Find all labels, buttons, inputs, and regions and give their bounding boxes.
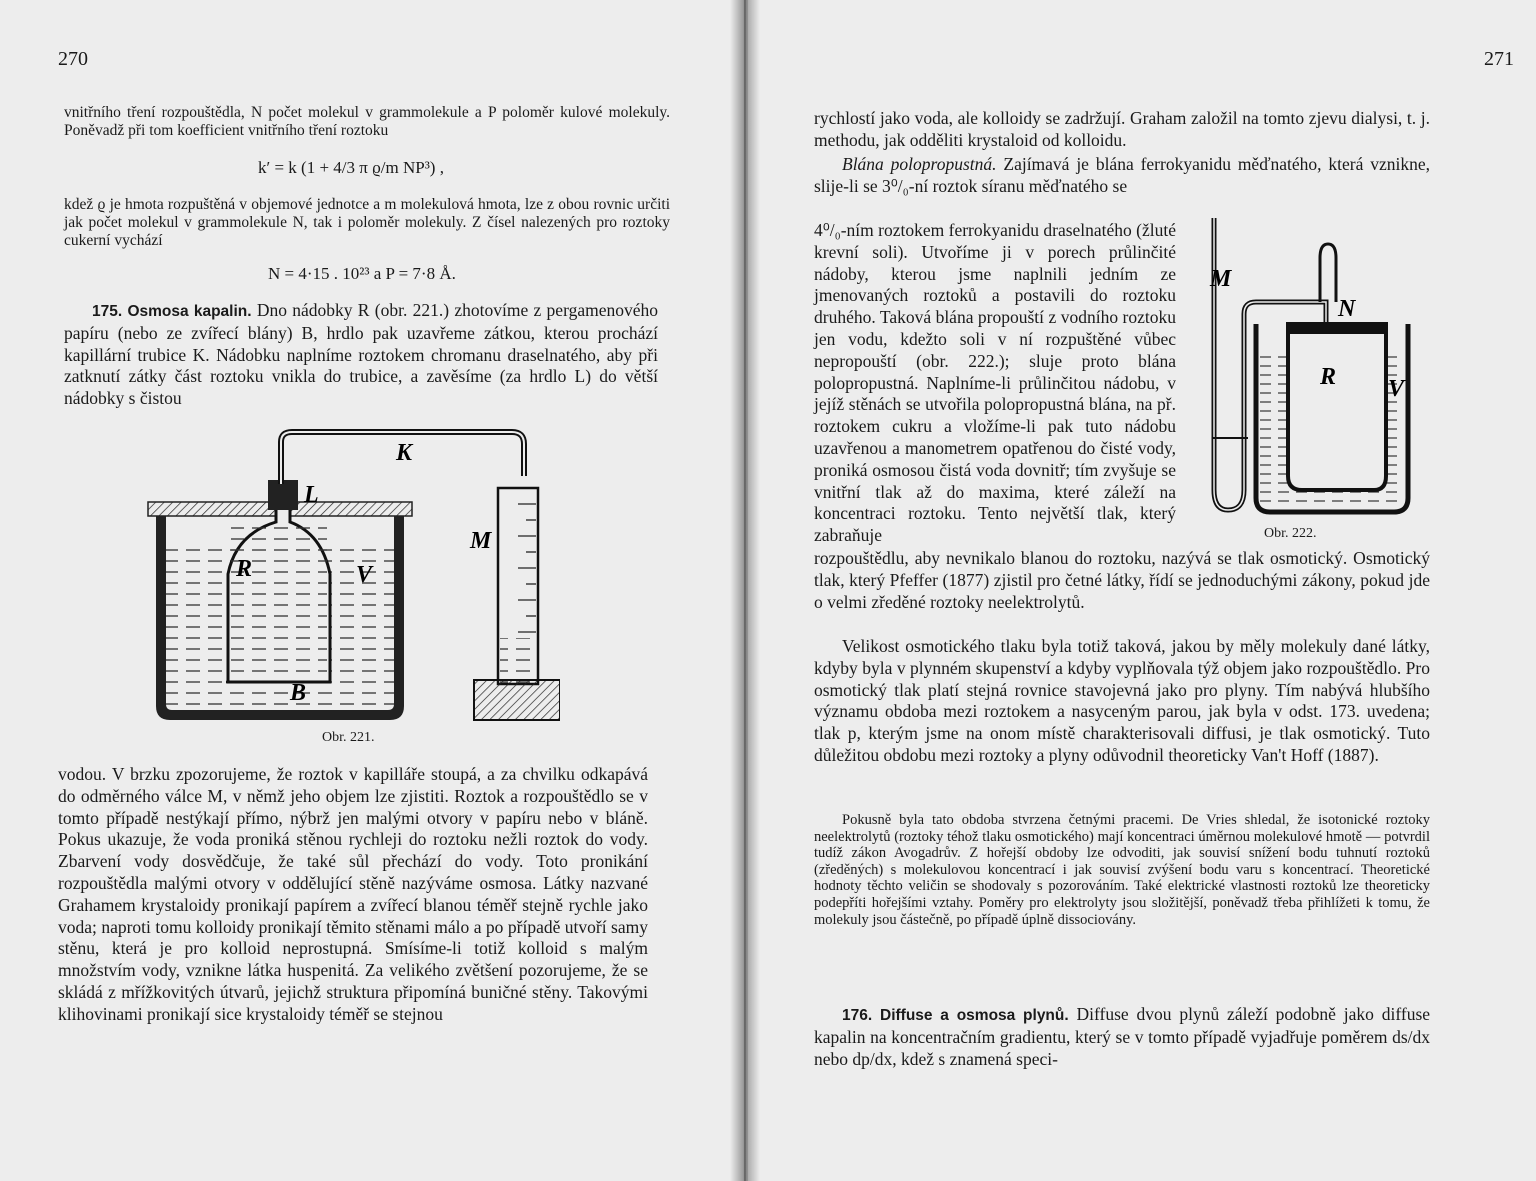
small-paragraph-text: Pokusně byla tato obdoba stvrzena četnými pracemi. De Vries shledal, že isotonické roztoky neelektrolytů (roztoky téhož tlaku osmotického) mají koncentraci úměrnou molekulové hmotě — potvrdil tudíž zákon Avogadrův. Z hořejší obdoby lze odvoditi, jak souvisí snížení bodu tuhnutí roztoků (zředěných) s molekulovou koncentrací i jak souvisí zvýšení bodu varu s koncentrací. Theoretické hodnoty těchto veličin se shodovaly s pozorováním. Také elektrické vlastnosti roztoků lze theoreticky podepříti hořejšími vztahy. Poměry pro elektrolyty jsou složitější, poněvadž třeba přihlížeti k tomu, že molekuly jsou částečně, po případě úplně dissociovány. bbox=[814, 812, 1430, 928]
label-R: R bbox=[1320, 364, 1337, 390]
formula-result: N = 4·15 . 10²³ a P = 7·8 Å. bbox=[268, 264, 456, 283]
cylinder-liquid bbox=[500, 638, 536, 684]
section-175 bbox=[64, 300, 658, 410]
section-title: Diffuse a osmosa plynů. bbox=[880, 1007, 1069, 1024]
label-R: R bbox=[236, 556, 253, 582]
section-title: Osmosa kapalin. bbox=[127, 303, 252, 320]
membrane-text-narrow: 4⁰/₀-ním roztokem ferrokyanidu draselnatého (žluté krevní soli). Utvoříme ji v porech průlinčité nádoby, kterou jsme naplnili jedním ze jmenovaných roztoků a postavili do roztoku druhého. Taková blána propouští z vodního roztoku jen vodu, kdežto soli v ní rozpuštěné vůbec nepropouští (obr. 222.); sluje proto blána polopropustná. Naplníme-li průlinčitou nádobu, v jejíž stěnách se utvořila polopropustná blána, na př. roztokem cukru a vložíme-li pak tuto nádobu uzavřenou a manometrem opatřenou do čisté vody, proniká osmosou čistá voda dovnitř; tím zvyšuje se vnitřní tlak až do maxima, které záleží na koncentraci roztoku. Tento největší tlak, který zabraňuje bbox=[814, 220, 1177, 546]
section-text: Diffuse dvou plynů záleží podobně jako diffuse kapalin na koncentračním gradientu, který se v tomto případě vyjadřuje poměrem ds/dx nebo dp/dx, kdež s znamená speci- bbox=[814, 1004, 1431, 1069]
label-B: B bbox=[290, 680, 307, 706]
top-text: rychlostí jako voda, ale kolloidy se zadržují. Graham založil na tomto zjevu dialysi, t. j. methodu, jak odděliti krystaloid od kolloidu. bbox=[814, 108, 1430, 150]
label-N: N bbox=[1338, 296, 1356, 322]
membrane-text-rest: rozpouštědlu, aby nevnikalo blanou do roztoku, nazývá se tlak osmotický. Osmotický tlak, který Pfeffer (1877) zjistil pro četné látky, řídí se jednoduchými zákony, pokud jde o velmi zředěné roztoky neelektrolytů. bbox=[814, 548, 1430, 612]
stopper bbox=[268, 480, 298, 510]
funnel-N bbox=[1320, 244, 1336, 302]
section-number: 176. bbox=[842, 1007, 873, 1024]
label-V: V bbox=[356, 562, 373, 588]
after-formula-paragraph bbox=[64, 196, 670, 250]
inner-water bbox=[231, 526, 327, 680]
membrane-paragraph-rest bbox=[814, 548, 1430, 613]
label-M: M bbox=[1210, 266, 1232, 292]
section-176 bbox=[814, 1004, 1430, 1070]
figure-221-caption: Obr. 221. bbox=[322, 730, 375, 745]
figure-222-caption: Obr. 222. bbox=[1264, 526, 1317, 541]
book-gutter bbox=[730, 0, 760, 1181]
page-number: 271 bbox=[1484, 48, 1514, 70]
left-page bbox=[0, 0, 744, 1181]
membrane-text-wide: Zajímavá je blána ferrokyanidu měďnatého, která vznikne, slije-li se 3⁰/₀-ní roztok síranu měďnatého se bbox=[814, 154, 1431, 196]
figure-222 bbox=[1204, 218, 1420, 524]
continued-paragraph bbox=[58, 764, 648, 1026]
intro-text: vnitřního tření rozpouštědla, N počet molekul v grammolekule a P poloměr kulové molekuly. Poněvadž při tom koefficient vnitřního tření roztoku bbox=[64, 104, 670, 139]
membrane-paragraph-narrow bbox=[814, 220, 1176, 547]
porous-vessel-lid bbox=[1286, 322, 1388, 334]
paragraph-2 bbox=[814, 636, 1430, 767]
formula-viscosity: k′ = k (1 + 4/3 π ϱ/m NP³) , bbox=[258, 158, 444, 177]
right-page bbox=[748, 0, 1536, 1181]
paragraph-2-text: Velikost osmotického tlaku byla totiž taková, jakou by měly molekuly dané látky, kdyby byla v plynném skupenství a kdyby vyplňovala týž objem jako rozpouštědlo. Pro osmotický tlak platí stejná rovnice stavojevná jako pro plyny. Tím nabývá hlubšího významu obdoba mezi roztokem a nasyceným parou, jak byla v odst. 173. uvedena; tlak p, kterým jsme na onom místě charakterisovali diffusi, je tlak osmotický. Tuto důležitou obdobu mezi roztoky a plyny odůvodnil theoreticky Van't Hoff (1887). bbox=[814, 636, 1430, 765]
membrane-paragraph-wide bbox=[814, 154, 1430, 198]
page-number: 270 bbox=[58, 48, 88, 70]
membrane-title: Blána polopropustná. bbox=[842, 154, 997, 174]
top-paragraph bbox=[814, 108, 1430, 152]
label-L: L bbox=[304, 482, 319, 508]
label-M: M bbox=[470, 528, 492, 554]
continued-text: vodou. V brzku zpozorujeme, že roztok v kapilláře stoupá, a za chvilku odkapává do odměrného válce M, v němž jeho objem lze zjistiti. Roztok a rozpouštědlo se v tomto případě nestýkají přímo, nýbrž jen malými otvory v papíru nebo v bláně. Pokus ukazuje, že voda proniká stěnou rychleji do roztoku nežli roztok do vody. Zbarvení vody dosvědčuje, že také sůl přechází do vody. Toto pronikání rozpouštědla malými otvory v oddělující stěně nazýváme osmosa. Látky nazvané Grahamem krystaloidy pronikají papírem a zvířecí blanou téměř stejně rychle jako voda; naproti tomu kolloidy pronikají těmito stěnami málo a po případě utvoří samy stěnu, která je pro kolloid neprostupná. Smísíme-li totiž kolloid s malým množstvím vody, vznikne látka huspenitá. Za velikého zvětšení pozorujeme, že se skládá z mřížkovitých útvarů, jejichž struktura připomíná buničné stěny. Takovými klihovinami pronikají sice krystaloidy téměř se stejnou bbox=[58, 764, 648, 1024]
figure-221 bbox=[140, 424, 560, 724]
label-K: K bbox=[396, 440, 413, 466]
label-V: V bbox=[1388, 376, 1405, 402]
section-text: Dno nádobky R (obr. 221.) zhotovíme z pergamenového papíru (nebo ze zvířecí blány) B, hrdlo pak uzavřeme zátkou, kterou prochází kapillární trubice K. Nádobku naplníme roztokem chromanu draselnatého, aby při zatknutí zátky část roztoku vnikla do trubice, a zavěsíme (za hrdlo L) do větší nádobky s čistou bbox=[64, 300, 658, 409]
after-formula-text: kdež ϱ je hmota rozpuštěná v objemové jednotce a m molekulová hmota, lze z obou rovnic určiti jak počet molekul v grammolekule N, tak i poloměr molekuly. Z čísel nalezených pro roztoky cukerní vychází bbox=[64, 196, 670, 249]
cylinder-base bbox=[474, 680, 560, 720]
section-number: 175. bbox=[92, 303, 123, 320]
intro-paragraph bbox=[64, 104, 670, 140]
small-paragraph bbox=[814, 812, 1430, 928]
porous-vessel-R bbox=[1288, 332, 1386, 490]
